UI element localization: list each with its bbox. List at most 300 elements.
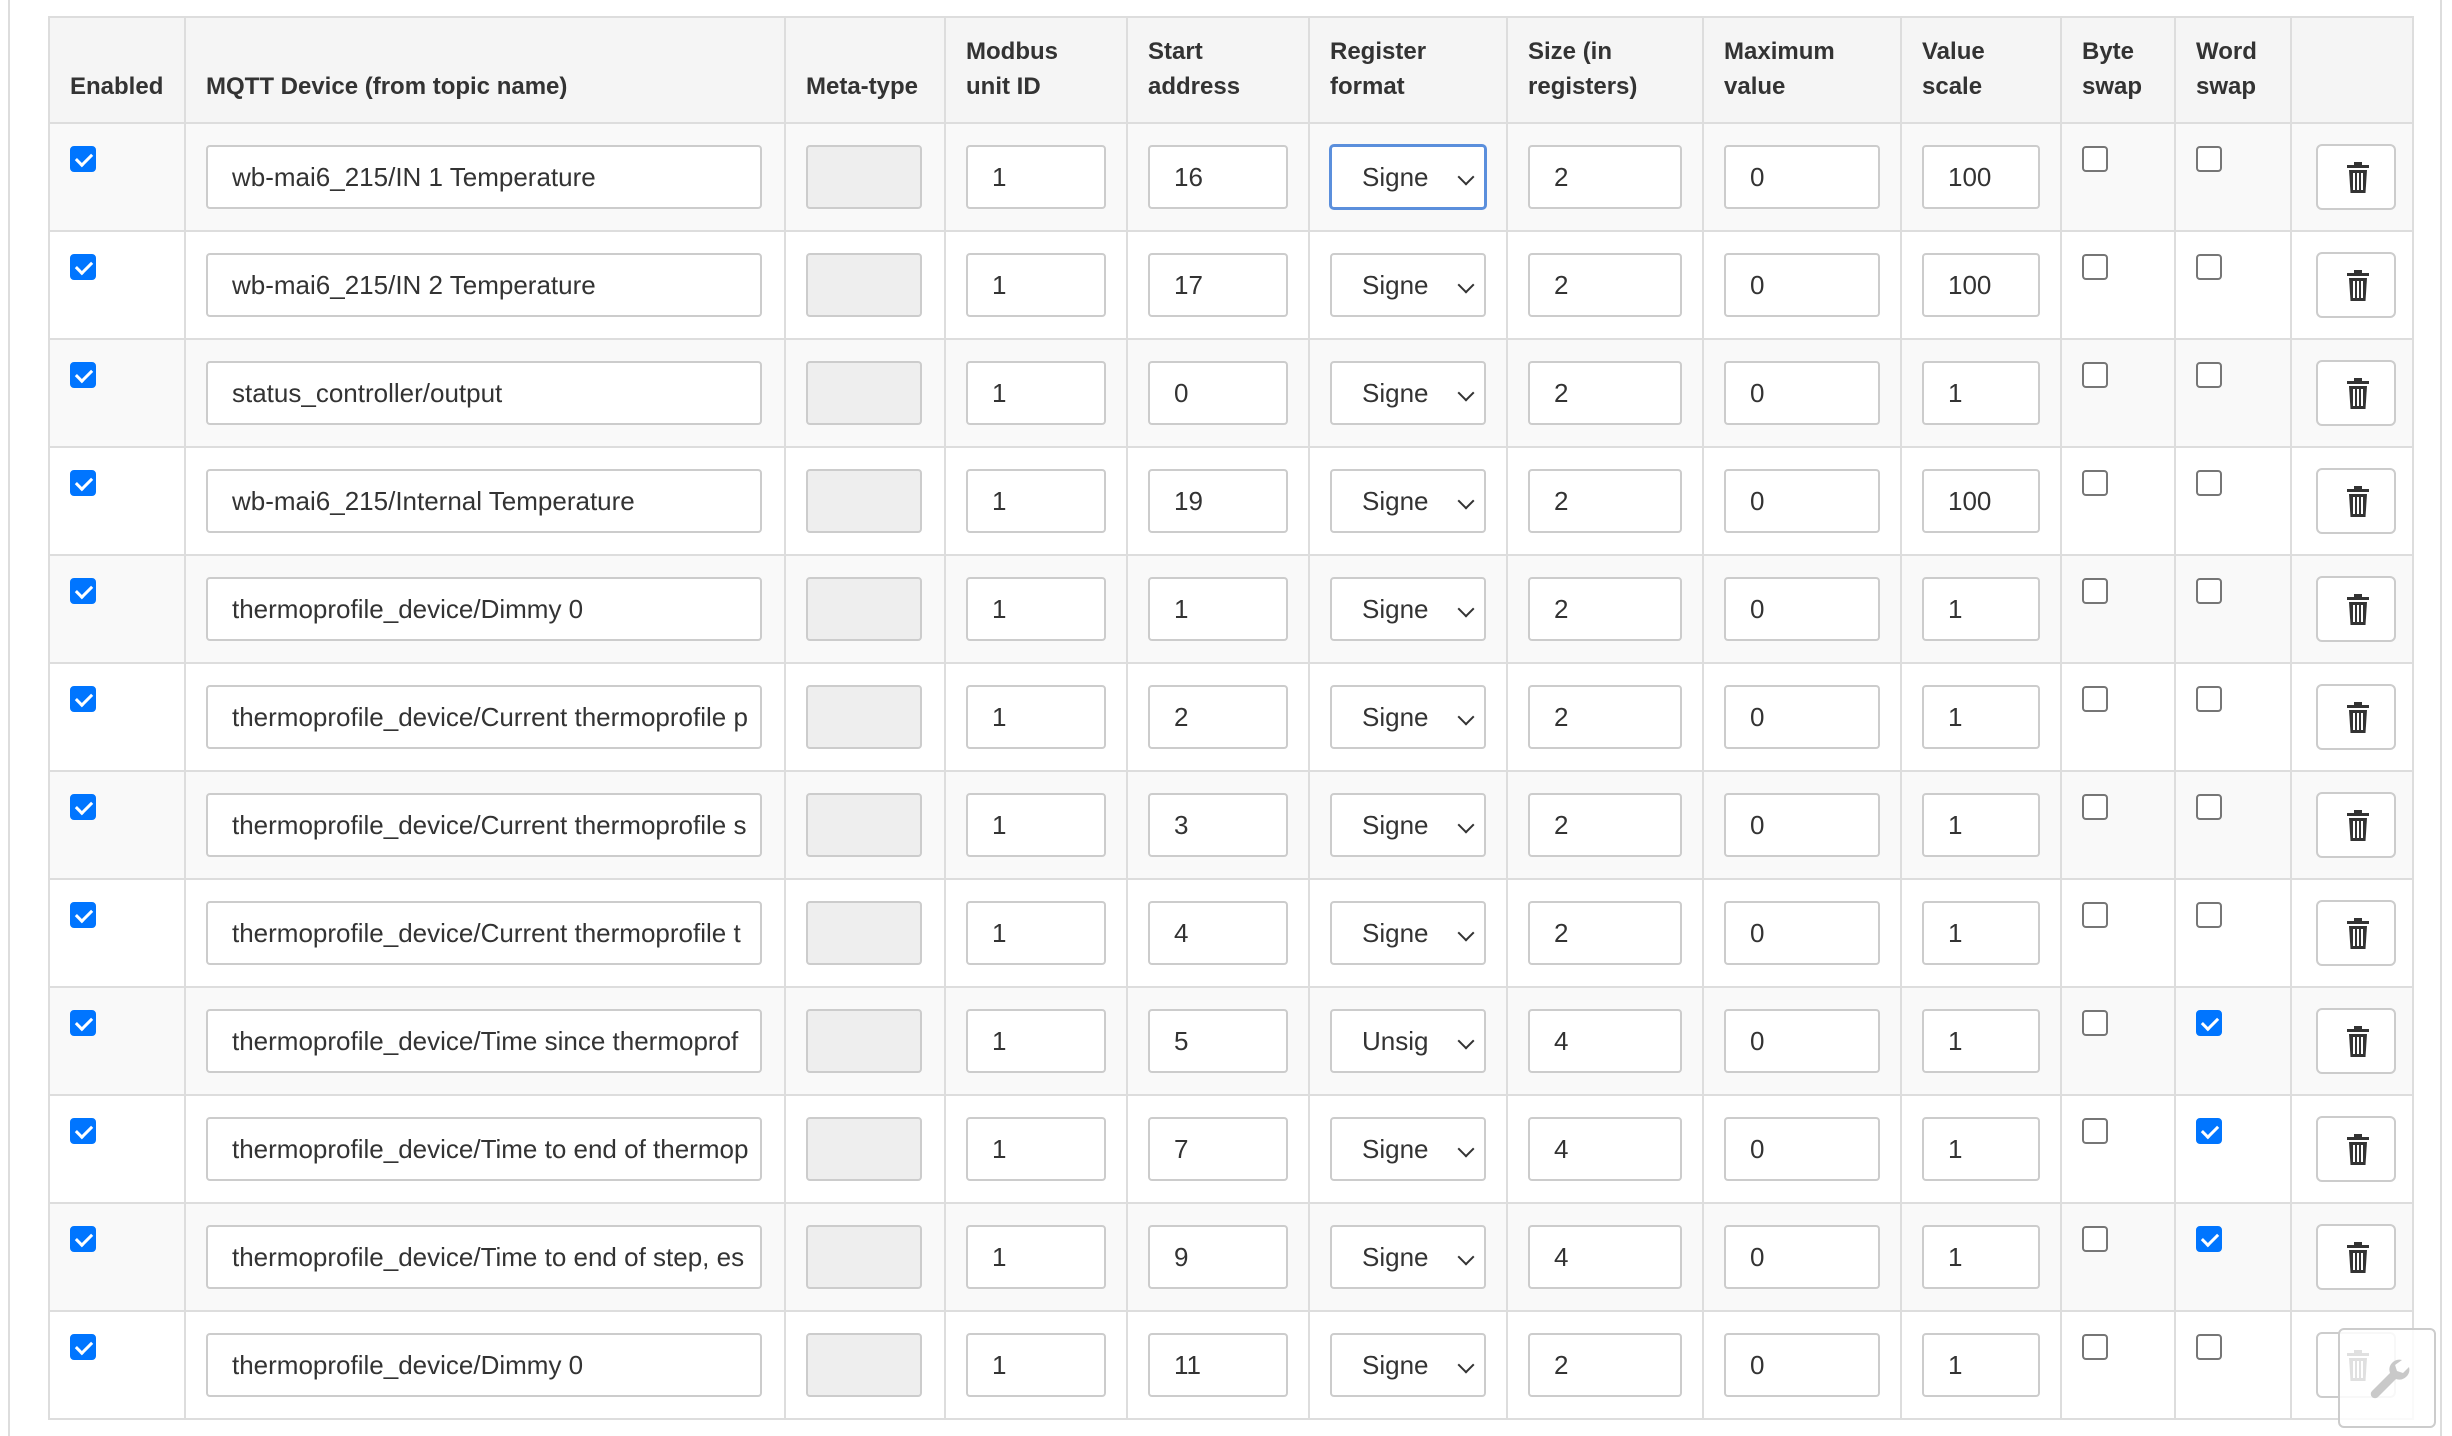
chevron-down-icon bbox=[1458, 601, 1475, 618]
trash-icon bbox=[2346, 918, 2370, 950]
chevron-down-icon bbox=[1458, 277, 1475, 294]
cell-max bbox=[1703, 987, 1901, 1095]
cell-max bbox=[1703, 1095, 1901, 1203]
start-address-input[interactable]: 17 bbox=[1148, 253, 1288, 317]
cell-format bbox=[1309, 663, 1507, 771]
cell-actions bbox=[2291, 663, 2413, 771]
cell-start bbox=[1127, 1311, 1309, 1419]
cell-byteswap bbox=[2061, 555, 2175, 663]
unit-id-input[interactable]: 1 bbox=[966, 1225, 1106, 1289]
cell-scale bbox=[1901, 339, 2061, 447]
cell-enabled bbox=[49, 447, 185, 555]
start-address-input[interactable]: 4 bbox=[1148, 901, 1288, 965]
cell-enabled bbox=[49, 123, 185, 231]
byte-swap-checkbox[interactable] bbox=[2082, 1226, 2108, 1252]
cell-meta bbox=[785, 447, 945, 555]
cell-format bbox=[1309, 231, 1507, 339]
cell-meta bbox=[785, 123, 945, 231]
meta-type-field bbox=[806, 1225, 922, 1289]
cell-device bbox=[185, 1095, 785, 1203]
register-format-select[interactable] bbox=[1330, 145, 1486, 209]
value-scale-input[interactable]: 1 bbox=[1922, 901, 2040, 965]
delete-button[interactable] bbox=[2316, 576, 2396, 642]
register-format-select[interactable] bbox=[1330, 793, 1486, 857]
cell-byteswap bbox=[2061, 339, 2175, 447]
cell-device bbox=[185, 555, 785, 663]
trash-icon bbox=[2346, 378, 2370, 410]
cell-scale bbox=[1901, 987, 2061, 1095]
cell-unit bbox=[945, 231, 1127, 339]
device-input[interactable]: thermoprofile_device/Time to end of step, es bbox=[206, 1225, 762, 1289]
unit-id-input[interactable]: 1 bbox=[966, 1117, 1106, 1181]
byte-swap-checkbox[interactable] bbox=[2082, 362, 2108, 388]
word-swap-checkbox[interactable] bbox=[2196, 1010, 2222, 1036]
cell-scale bbox=[1901, 879, 2061, 987]
start-address-input[interactable]: 16 bbox=[1148, 145, 1288, 209]
table-header-row bbox=[49, 17, 2413, 123]
device-input[interactable]: thermoprofile_device/Dimmy 0 bbox=[206, 1333, 762, 1397]
device-input[interactable]: thermoprofile_device/Current thermoprofile p bbox=[206, 685, 762, 749]
chevron-down-icon bbox=[1458, 925, 1475, 942]
cell-scale bbox=[1901, 771, 2061, 879]
size-input[interactable]: 2 bbox=[1528, 901, 1682, 965]
cell-actions bbox=[2291, 339, 2413, 447]
cell-format bbox=[1309, 1095, 1507, 1203]
start-address-input[interactable]: 7 bbox=[1148, 1117, 1288, 1181]
maximum-value-input[interactable]: 0 bbox=[1724, 793, 1880, 857]
cell-byteswap bbox=[2061, 1203, 2175, 1311]
cell-actions bbox=[2291, 123, 2413, 231]
cell-format bbox=[1309, 339, 1507, 447]
column-header-meta: Meta-type bbox=[785, 17, 945, 123]
delete-button[interactable] bbox=[2316, 144, 2396, 210]
enabled-checkbox[interactable] bbox=[70, 146, 96, 172]
cell-max bbox=[1703, 771, 1901, 879]
value-scale-input[interactable]: 1 bbox=[1922, 685, 2040, 749]
size-input[interactable]: 2 bbox=[1528, 145, 1682, 209]
delete-button[interactable] bbox=[2316, 468, 2396, 534]
cell-scale bbox=[1901, 447, 2061, 555]
word-swap-checkbox[interactable] bbox=[2196, 1334, 2222, 1360]
meta-type-field bbox=[806, 793, 922, 857]
cell-size bbox=[1507, 555, 1703, 663]
meta-type-field bbox=[806, 1009, 922, 1073]
byte-swap-checkbox[interactable] bbox=[2082, 146, 2108, 172]
register-format-select[interactable] bbox=[1330, 1333, 1486, 1397]
unit-id-input[interactable]: 1 bbox=[966, 577, 1106, 641]
device-input[interactable]: thermoprofile_device/Current thermoprofile t bbox=[206, 901, 762, 965]
cell-wordswap bbox=[2175, 447, 2291, 555]
cell-size bbox=[1507, 231, 1703, 339]
delete-button[interactable] bbox=[2316, 1008, 2396, 1074]
chevron-down-icon bbox=[1458, 385, 1475, 402]
trash-icon bbox=[2346, 1026, 2370, 1058]
column-header-enabled: Enabled bbox=[49, 17, 185, 123]
cell-size bbox=[1507, 339, 1703, 447]
delete-button[interactable] bbox=[2316, 900, 2396, 966]
cell-start bbox=[1127, 987, 1309, 1095]
maximum-value-input[interactable]: 0 bbox=[1724, 901, 1880, 965]
cell-size bbox=[1507, 1311, 1703, 1419]
register-format-select[interactable] bbox=[1330, 901, 1486, 965]
cell-unit bbox=[945, 771, 1127, 879]
meta-type-field bbox=[806, 469, 922, 533]
cell-format bbox=[1309, 879, 1507, 987]
start-address-input[interactable]: 1 bbox=[1148, 577, 1288, 641]
cell-byteswap bbox=[2061, 123, 2175, 231]
registers-table bbox=[48, 16, 2414, 1420]
cell-max bbox=[1703, 339, 1901, 447]
cell-device bbox=[185, 231, 785, 339]
cell-unit bbox=[945, 123, 1127, 231]
column-header-scale: Value scale bbox=[1901, 17, 2061, 123]
register-format-select[interactable] bbox=[1330, 1117, 1486, 1181]
byte-swap-checkbox[interactable] bbox=[2082, 578, 2108, 604]
cell-wordswap bbox=[2175, 771, 2291, 879]
size-input[interactable]: 2 bbox=[1528, 361, 1682, 425]
cell-start bbox=[1127, 339, 1309, 447]
chevron-down-icon bbox=[1458, 169, 1475, 186]
unit-id-input[interactable]: 1 bbox=[966, 1333, 1106, 1397]
delete-button[interactable] bbox=[2316, 252, 2396, 318]
unit-id-input[interactable]: 1 bbox=[966, 793, 1106, 857]
settings-button[interactable] bbox=[2338, 1328, 2436, 1428]
column-header-start: Start address bbox=[1127, 17, 1309, 123]
start-address-input[interactable]: 19 bbox=[1148, 469, 1288, 533]
enabled-checkbox[interactable] bbox=[70, 1010, 96, 1036]
cell-start bbox=[1127, 123, 1309, 231]
start-address-input[interactable]: 9 bbox=[1148, 1225, 1288, 1289]
column-header-device: MQTT Device (from topic name) bbox=[185, 17, 785, 123]
cell-unit bbox=[945, 987, 1127, 1095]
cell-start bbox=[1127, 1095, 1309, 1203]
device-input[interactable]: wb-mai6_215/IN 2 Temperature bbox=[206, 253, 762, 317]
unit-id-input[interactable]: 1 bbox=[966, 901, 1106, 965]
cell-scale bbox=[1901, 123, 2061, 231]
table-row bbox=[49, 879, 2413, 987]
maximum-value-input[interactable]: 0 bbox=[1724, 1333, 1880, 1397]
device-input[interactable]: status_controller/output bbox=[206, 361, 762, 425]
table-row bbox=[49, 1095, 2413, 1203]
cell-scale bbox=[1901, 555, 2061, 663]
chevron-down-icon bbox=[1458, 1249, 1475, 1266]
cell-byteswap bbox=[2061, 987, 2175, 1095]
maximum-value-input[interactable]: 0 bbox=[1724, 685, 1880, 749]
enabled-checkbox[interactable] bbox=[70, 1334, 96, 1360]
cell-actions bbox=[2291, 231, 2413, 339]
cell-device bbox=[185, 663, 785, 771]
table-row bbox=[49, 1311, 2413, 1419]
cell-start bbox=[1127, 1203, 1309, 1311]
value-scale-input[interactable]: 1 bbox=[1922, 1009, 2040, 1073]
size-input[interactable]: 2 bbox=[1528, 577, 1682, 641]
cell-enabled bbox=[49, 1311, 185, 1419]
trash-icon bbox=[2346, 162, 2370, 194]
device-input[interactable]: wb-mai6_215/Internal Temperature bbox=[206, 469, 762, 533]
cell-scale bbox=[1901, 1203, 2061, 1311]
table-row bbox=[49, 447, 2413, 555]
size-input[interactable]: 2 bbox=[1528, 685, 1682, 749]
maximum-value-input[interactable]: 0 bbox=[1724, 1225, 1880, 1289]
register-format-select[interactable] bbox=[1330, 1009, 1486, 1073]
cell-actions bbox=[2291, 987, 2413, 1095]
cell-max bbox=[1703, 555, 1901, 663]
cell-device bbox=[185, 987, 785, 1095]
chevron-down-icon bbox=[1458, 1033, 1475, 1050]
chevron-down-icon bbox=[1458, 493, 1475, 510]
trash-icon bbox=[2346, 810, 2370, 842]
table-row bbox=[49, 231, 2413, 339]
byte-swap-checkbox[interactable] bbox=[2082, 470, 2108, 496]
size-input[interactable]: 4 bbox=[1528, 1117, 1682, 1181]
cell-format bbox=[1309, 1311, 1507, 1419]
cell-enabled bbox=[49, 339, 185, 447]
column-header-size: Size (in registers) bbox=[1507, 17, 1703, 123]
start-address-input[interactable]: 0 bbox=[1148, 361, 1288, 425]
cell-unit bbox=[945, 879, 1127, 987]
cell-size bbox=[1507, 1095, 1703, 1203]
cell-byteswap bbox=[2061, 771, 2175, 879]
byte-swap-checkbox[interactable] bbox=[2082, 1010, 2108, 1036]
cell-start bbox=[1127, 663, 1309, 771]
start-address-input[interactable]: 2 bbox=[1148, 685, 1288, 749]
table-row bbox=[49, 339, 2413, 447]
cell-actions bbox=[2291, 879, 2413, 987]
register-format-value: Signe bbox=[1362, 1242, 1429, 1272]
cell-device bbox=[185, 123, 785, 231]
start-address-input[interactable]: 11 bbox=[1148, 1333, 1288, 1397]
cell-unit bbox=[945, 555, 1127, 663]
maximum-value-input[interactable]: 0 bbox=[1724, 469, 1880, 533]
cell-max bbox=[1703, 231, 1901, 339]
value-scale-input[interactable]: 1 bbox=[1922, 1225, 2040, 1289]
word-swap-checkbox[interactable] bbox=[2196, 578, 2222, 604]
enabled-checkbox[interactable] bbox=[70, 686, 96, 712]
cell-wordswap bbox=[2175, 123, 2291, 231]
cell-meta bbox=[785, 987, 945, 1095]
cell-wordswap bbox=[2175, 339, 2291, 447]
cell-wordswap bbox=[2175, 1203, 2291, 1311]
cell-unit bbox=[945, 663, 1127, 771]
unit-id-input[interactable]: 1 bbox=[966, 685, 1106, 749]
device-input[interactable]: thermoprofile_device/Time to end of thermop bbox=[206, 1117, 762, 1181]
word-swap-checkbox[interactable] bbox=[2196, 794, 2222, 820]
cell-start bbox=[1127, 879, 1309, 987]
word-swap-checkbox[interactable] bbox=[2196, 902, 2222, 928]
size-input[interactable]: 2 bbox=[1528, 253, 1682, 317]
value-scale-input[interactable]: 1 bbox=[1922, 1333, 2040, 1397]
byte-swap-checkbox[interactable] bbox=[2082, 902, 2108, 928]
enabled-checkbox[interactable] bbox=[70, 470, 96, 496]
cell-wordswap bbox=[2175, 987, 2291, 1095]
size-input[interactable]: 2 bbox=[1528, 469, 1682, 533]
maximum-value-input[interactable]: 0 bbox=[1724, 577, 1880, 641]
cell-actions bbox=[2291, 1203, 2413, 1311]
register-format-select[interactable] bbox=[1330, 685, 1486, 749]
register-format-select[interactable] bbox=[1330, 361, 1486, 425]
byte-swap-checkbox[interactable] bbox=[2082, 1334, 2108, 1360]
word-swap-checkbox[interactable] bbox=[2196, 470, 2222, 496]
meta-type-field bbox=[806, 253, 922, 317]
size-input[interactable]: 4 bbox=[1528, 1225, 1682, 1289]
cell-size bbox=[1507, 771, 1703, 879]
meta-type-field bbox=[806, 145, 922, 209]
cell-byteswap bbox=[2061, 1095, 2175, 1203]
cell-format bbox=[1309, 123, 1507, 231]
cell-size bbox=[1507, 1203, 1703, 1311]
chevron-down-icon bbox=[1458, 817, 1475, 834]
column-header-wordswap: Word swap bbox=[2175, 17, 2291, 123]
delete-button[interactable] bbox=[2316, 792, 2396, 858]
cell-max bbox=[1703, 1203, 1901, 1311]
maximum-value-input[interactable]: 0 bbox=[1724, 253, 1880, 317]
register-format-value: Signe bbox=[1362, 918, 1429, 948]
cell-format bbox=[1309, 987, 1507, 1095]
cell-start bbox=[1127, 771, 1309, 879]
enabled-checkbox[interactable] bbox=[70, 362, 96, 388]
trash-icon bbox=[2346, 1134, 2370, 1166]
delete-button[interactable] bbox=[2316, 360, 2396, 426]
word-swap-checkbox[interactable] bbox=[2196, 1226, 2222, 1252]
cell-meta bbox=[785, 555, 945, 663]
cell-actions bbox=[2291, 1095, 2413, 1203]
delete-button[interactable] bbox=[2316, 1116, 2396, 1182]
word-swap-checkbox[interactable] bbox=[2196, 362, 2222, 388]
trash-icon bbox=[2346, 270, 2370, 302]
maximum-value-input[interactable]: 0 bbox=[1724, 361, 1880, 425]
word-swap-checkbox[interactable] bbox=[2196, 146, 2222, 172]
meta-type-field bbox=[806, 577, 922, 641]
byte-swap-checkbox[interactable] bbox=[2082, 254, 2108, 280]
device-input[interactable]: wb-mai6_215/IN 1 Temperature bbox=[206, 145, 762, 209]
delete-button[interactable] bbox=[2316, 1224, 2396, 1290]
cell-device bbox=[185, 1311, 785, 1419]
start-address-input[interactable]: 3 bbox=[1148, 793, 1288, 857]
word-swap-checkbox[interactable] bbox=[2196, 686, 2222, 712]
meta-type-field bbox=[806, 685, 922, 749]
word-swap-checkbox[interactable] bbox=[2196, 254, 2222, 280]
value-scale-input[interactable]: 100 bbox=[1922, 469, 2040, 533]
cell-byteswap bbox=[2061, 879, 2175, 987]
cell-start bbox=[1127, 231, 1309, 339]
value-scale-input[interactable]: 100 bbox=[1922, 145, 2040, 209]
meta-type-field bbox=[806, 1117, 922, 1181]
cell-meta bbox=[785, 1203, 945, 1311]
register-format-value: Signe bbox=[1362, 702, 1429, 732]
word-swap-checkbox[interactable] bbox=[2196, 1118, 2222, 1144]
register-format-value: Signe bbox=[1362, 270, 1429, 300]
device-input[interactable]: thermoprofile_device/Time since thermoprof bbox=[206, 1009, 762, 1073]
cell-meta bbox=[785, 339, 945, 447]
maximum-value-input[interactable]: 0 bbox=[1724, 1009, 1880, 1073]
cell-enabled bbox=[49, 1095, 185, 1203]
register-format-value: Signe bbox=[1362, 594, 1429, 624]
trash-icon bbox=[2346, 594, 2370, 626]
unit-id-input[interactable]: 1 bbox=[966, 1009, 1106, 1073]
cell-size bbox=[1507, 879, 1703, 987]
cell-size bbox=[1507, 123, 1703, 231]
table-row bbox=[49, 771, 2413, 879]
panel-border-left bbox=[8, 0, 10, 1436]
cell-format bbox=[1309, 1203, 1507, 1311]
enabled-checkbox[interactable] bbox=[70, 1226, 96, 1252]
cell-byteswap bbox=[2061, 231, 2175, 339]
delete-button[interactable] bbox=[2316, 684, 2396, 750]
cell-format bbox=[1309, 771, 1507, 879]
cell-device bbox=[185, 1203, 785, 1311]
trash-icon bbox=[2346, 1242, 2370, 1274]
cell-meta bbox=[785, 1311, 945, 1419]
byte-swap-checkbox[interactable] bbox=[2082, 686, 2108, 712]
maximum-value-input[interactable]: 0 bbox=[1724, 1117, 1880, 1181]
device-input[interactable]: thermoprofile_device/Current thermoprofile s bbox=[206, 793, 762, 857]
cell-format bbox=[1309, 447, 1507, 555]
table-row bbox=[49, 663, 2413, 771]
value-scale-input[interactable]: 1 bbox=[1922, 361, 2040, 425]
unit-id-input[interactable]: 1 bbox=[966, 253, 1106, 317]
start-address-input[interactable]: 5 bbox=[1148, 1009, 1288, 1073]
table-row bbox=[49, 987, 2413, 1095]
cell-unit bbox=[945, 1203, 1127, 1311]
cell-scale bbox=[1901, 663, 2061, 771]
cell-max bbox=[1703, 879, 1901, 987]
size-input[interactable]: 4 bbox=[1528, 1009, 1682, 1073]
panel-border-right bbox=[2440, 0, 2442, 1436]
enabled-checkbox[interactable] bbox=[70, 794, 96, 820]
column-header-format: Register format bbox=[1309, 17, 1507, 123]
value-scale-input[interactable]: 1 bbox=[1922, 793, 2040, 857]
enabled-checkbox[interactable] bbox=[70, 254, 96, 280]
byte-swap-checkbox[interactable] bbox=[2082, 1118, 2108, 1144]
cell-size bbox=[1507, 663, 1703, 771]
cell-size bbox=[1507, 987, 1703, 1095]
register-format-select[interactable] bbox=[1330, 253, 1486, 317]
byte-swap-checkbox[interactable] bbox=[2082, 794, 2108, 820]
meta-type-field bbox=[806, 901, 922, 965]
cell-scale bbox=[1901, 1311, 2061, 1419]
cell-wordswap bbox=[2175, 231, 2291, 339]
value-scale-input[interactable]: 1 bbox=[1922, 1117, 2040, 1181]
register-format-select[interactable] bbox=[1330, 469, 1486, 533]
device-input[interactable]: thermoprofile_device/Dimmy 0 bbox=[206, 577, 762, 641]
cell-start bbox=[1127, 555, 1309, 663]
cell-wordswap bbox=[2175, 1311, 2291, 1419]
value-scale-input[interactable]: 1 bbox=[1922, 577, 2040, 641]
register-format-select[interactable] bbox=[1330, 577, 1486, 641]
table-row bbox=[49, 123, 2413, 231]
cell-actions bbox=[2291, 771, 2413, 879]
unit-id-input[interactable]: 1 bbox=[966, 145, 1106, 209]
cell-byteswap bbox=[2061, 663, 2175, 771]
trash-icon bbox=[2346, 486, 2370, 518]
size-input[interactable]: 2 bbox=[1528, 1333, 1682, 1397]
value-scale-input[interactable]: 100 bbox=[1922, 253, 2040, 317]
unit-id-input[interactable]: 1 bbox=[966, 469, 1106, 533]
cell-device bbox=[185, 879, 785, 987]
enabled-checkbox[interactable] bbox=[70, 902, 96, 928]
size-input[interactable]: 2 bbox=[1528, 793, 1682, 857]
register-format-select[interactable] bbox=[1330, 1225, 1486, 1289]
unit-id-input[interactable]: 1 bbox=[966, 361, 1106, 425]
enabled-checkbox[interactable] bbox=[70, 578, 96, 604]
register-format-value: Signe bbox=[1362, 810, 1429, 840]
table-row bbox=[49, 1203, 2413, 1311]
column-header-max: Maximum value bbox=[1703, 17, 1901, 123]
chevron-down-icon bbox=[1458, 1141, 1475, 1158]
enabled-checkbox[interactable] bbox=[70, 1118, 96, 1144]
maximum-value-input[interactable]: 0 bbox=[1724, 145, 1880, 209]
cell-enabled bbox=[49, 771, 185, 879]
